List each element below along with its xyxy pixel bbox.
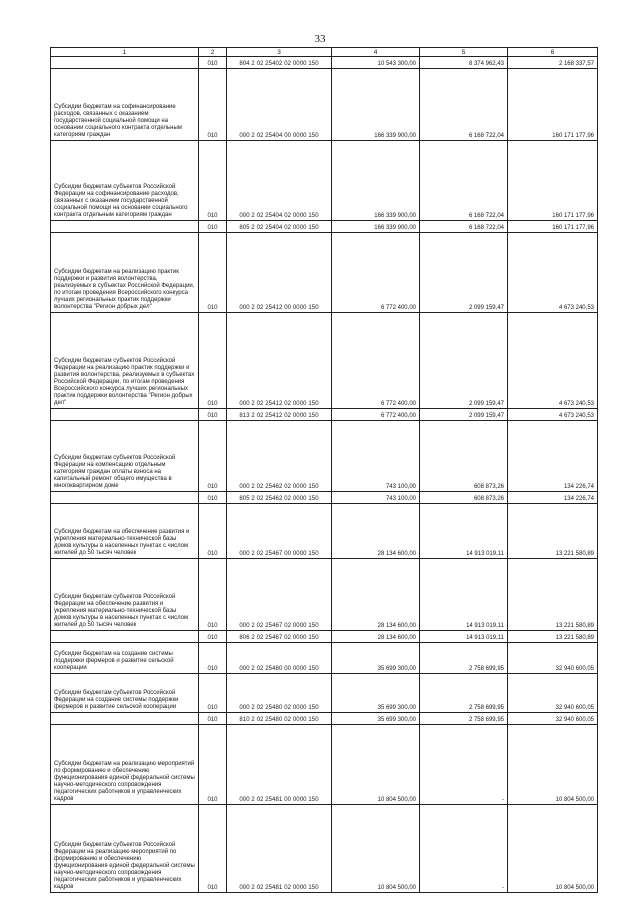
row-line-code: 010 [199, 805, 227, 893]
row-line-code: 010 [199, 69, 227, 141]
row-line-code: 010 [199, 409, 227, 421]
row-line-code: 010 [199, 492, 227, 504]
table-row [51, 674, 598, 713]
row-classification-code: 000 2 02 25462 02 0000 150 [227, 421, 332, 492]
table-row [51, 631, 598, 643]
row-line-code: 010 [199, 674, 227, 713]
row-classification-code: 000 2 02 25480 02 0000 150 [227, 674, 332, 713]
row-classification-code: 813 2 02 25412 02 0000 150 [227, 409, 332, 421]
row-executed-amount: 2 758 699,95 [420, 674, 508, 713]
row-approved-amount: 28 134 600,00 [332, 559, 420, 631]
row-line-code: 010 [199, 141, 227, 221]
row-approved-amount: 10 804 500,00 [332, 725, 420, 805]
row-approved-amount: 35 699 300,00 [332, 674, 420, 713]
row-remaining-amount: 32 940 600,05 [508, 674, 598, 713]
row-description [51, 57, 199, 69]
row-line-code: 010 [199, 631, 227, 643]
table-row [51, 57, 598, 69]
budget-report-table [50, 47, 598, 893]
row-line-code: 010 [199, 725, 227, 805]
row-approved-amount: 743 100,00 [332, 421, 420, 492]
row-approved-amount: 28 134 600,00 [332, 504, 420, 559]
table-row [51, 643, 598, 674]
page-number: 33 [314, 33, 326, 45]
table-row [51, 233, 598, 313]
row-executed-amount: - [420, 725, 508, 805]
row-approved-amount: 166 339 900,00 [332, 141, 420, 221]
row-classification-code: 000 2 02 25404 00 0000 150 [227, 69, 332, 141]
row-description: Субсидии бюджетам на софинансирование расходов, связанных с оказанием государственной социальной помощи на основании социального контракта отдельным категориям граждан [51, 69, 199, 141]
row-remaining-amount: 10 804 500,00 [508, 725, 598, 805]
row-remaining-amount: 134 226,74 [508, 421, 598, 492]
row-description: Субсидии бюджетам субъектов Российской Федерации на реализацию практик поддержки и развития волонтерства, реализуемых в субъектах Российской Федерации, по итогам проведения Всероссийского конкурса лучших региональных практик поддержки волонтерства "Регион добрых дел" [51, 313, 199, 409]
row-remaining-amount: 2 168 337,57 [508, 57, 598, 69]
row-remaining-amount: 4 673 240,53 [508, 409, 598, 421]
row-classification-code: 000 2 02 25467 02 0000 150 [227, 559, 332, 631]
row-approved-amount: 35 699 300,00 [332, 713, 420, 725]
row-remaining-amount: 32 940 600,05 [508, 643, 598, 674]
row-executed-amount: 6 168 722,04 [420, 69, 508, 141]
row-remaining-amount: 13 221 580,89 [508, 504, 598, 559]
row-classification-code: 804 2 02 25402 02 0000 150 [227, 57, 332, 69]
row-description: Субсидии бюджетам субъектов Российской Федерации на обеспечение развития и укрепления материально-технической базы домов культуры в населенных пунктах с числом жителей до 50 тысяч человек [51, 559, 199, 631]
row-description: Субсидии бюджетам субъектов Российской Федерации на реализацию мероприятий по формированию и обеспечению функционирования единой федеральной системы научно-методического сопровождения педагогических работников и управленческих кадров [51, 805, 199, 893]
row-remaining-amount: 13 221 580,89 [508, 631, 598, 643]
row-approved-amount: 10 804 500,00 [332, 805, 420, 893]
row-description: Субсидии бюджетам субъектов Российской Федерации на создание системы поддержки фермеров и развитие сельской кооперации [51, 674, 199, 713]
row-executed-amount: 2 099 159,47 [420, 233, 508, 313]
header-cell: 4 [332, 48, 420, 57]
row-line-code: 010 [199, 313, 227, 409]
row-description: Субсидии бюджетам на обеспечение развития и укрепления материально-технической базы домов культуры в населенных пунктах с числом жителей до 50 тысяч человек [51, 504, 199, 559]
row-approved-amount: 166 339 900,00 [332, 69, 420, 141]
header-row [51, 48, 598, 57]
row-line-code: 010 [199, 421, 227, 492]
row-executed-amount: - [420, 805, 508, 893]
row-approved-amount: 166 339 900,00 [332, 221, 420, 233]
table-row [51, 713, 598, 725]
table-row [51, 492, 598, 504]
table-row [51, 409, 598, 421]
row-remaining-amount: 160 171 177,96 [508, 141, 598, 221]
table-row [51, 221, 598, 233]
row-classification-code: 000 2 02 25480 00 0000 150 [227, 643, 332, 674]
row-line-code: 010 [199, 233, 227, 313]
row-executed-amount: 2 099 159,47 [420, 409, 508, 421]
row-executed-amount: 8 374 962,43 [420, 57, 508, 69]
row-approved-amount: 35 699 300,00 [332, 643, 420, 674]
header-cell: 1 [51, 48, 199, 57]
row-classification-code: 000 2 02 25481 00 0000 150 [227, 725, 332, 805]
row-remaining-amount: 10 804 500,00 [508, 805, 598, 893]
table-row [51, 69, 598, 141]
row-line-code: 010 [199, 221, 227, 233]
row-executed-amount: 2 758 699,95 [420, 713, 508, 725]
row-description: Субсидии бюджетам субъектов Российской Федерации на софинансирование расходов, связанных с оказанием государственной социальной помощи на основании социального контракта отдельным категориям граждан [51, 141, 199, 221]
row-classification-code: 810 2 02 25480 02 0000 150 [227, 713, 332, 725]
row-description: Субсидии бюджетам на реализацию практик поддержки и развития волонтерства, реализуемых в субъектах Российской Федерации, по итогам проведения Всероссийского конкурса лучших региональных практик поддержки волонтерства "Регион добрых дел" [51, 233, 199, 313]
row-description [51, 713, 199, 725]
table-row [51, 805, 598, 893]
row-approved-amount: 6 772 400,00 [332, 409, 420, 421]
row-remaining-amount: 32 940 600,05 [508, 713, 598, 725]
row-remaining-amount: 134 226,74 [508, 492, 598, 504]
row-executed-amount: 6 168 722,04 [420, 141, 508, 221]
row-remaining-amount: 4 673 240,53 [508, 313, 598, 409]
row-classification-code: 806 2 02 25467 02 0000 150 [227, 631, 332, 643]
row-description [51, 631, 199, 643]
table-row [51, 725, 598, 805]
header-cell: 3 [227, 48, 332, 57]
row-description: Субсидии бюджетам субъектов Российской Федерации на компенсацию отдельным категориям граждан оплаты взноса на капитальный ремонт общего имущества в многоквартирном доме [51, 421, 199, 492]
row-description [51, 492, 199, 504]
table-row [51, 504, 598, 559]
row-description: Субсидии бюджетам на создание системы поддержки фермеров и развитие сельской кооперации [51, 643, 199, 674]
row-executed-amount: 608 873,26 [420, 492, 508, 504]
row-line-code: 010 [199, 559, 227, 631]
row-approved-amount: 28 134 600,00 [332, 631, 420, 643]
row-classification-code: 000 2 02 25404 02 0000 150 [227, 141, 332, 221]
row-remaining-amount: 160 171 177,96 [508, 69, 598, 141]
row-line-code: 010 [199, 643, 227, 674]
row-line-code: 010 [199, 504, 227, 559]
row-approved-amount: 743 100,00 [332, 492, 420, 504]
row-classification-code: 000 2 02 25412 00 0000 150 [227, 233, 332, 313]
header-cell: 2 [199, 48, 227, 57]
header-cell: 5 [420, 48, 508, 57]
row-executed-amount: 2 758 699,95 [420, 643, 508, 674]
row-description: Субсидии бюджетам на реализацию мероприятий по формированию и обеспечению функционирования единой федеральной системы научно-методического сопровождения педагогических работников и управленческих кадров [51, 725, 199, 805]
header-cell: 6 [508, 48, 598, 57]
row-remaining-amount: 160 171 177,96 [508, 221, 598, 233]
row-executed-amount: 14 913 019,11 [420, 631, 508, 643]
row-classification-code: 000 2 02 25467 00 0000 150 [227, 504, 332, 559]
row-executed-amount: 14 913 019,11 [420, 559, 508, 631]
row-remaining-amount: 13 221 580,89 [508, 559, 598, 631]
row-description [51, 409, 199, 421]
row-classification-code: 805 2 02 25462 02 0000 150 [227, 492, 332, 504]
table-row [51, 559, 598, 631]
row-approved-amount: 10 543 300,00 [332, 57, 420, 69]
row-classification-code: 000 2 02 25481 02 0000 150 [227, 805, 332, 893]
row-classification-code: 000 2 02 25412 02 0000 150 [227, 313, 332, 409]
row-executed-amount: 14 913 019,11 [420, 504, 508, 559]
row-executed-amount: 608 873,26 [420, 421, 508, 492]
row-executed-amount: 6 168 722,04 [420, 221, 508, 233]
row-line-code: 010 [199, 57, 227, 69]
table-row [51, 313, 598, 409]
row-description [51, 221, 199, 233]
row-executed-amount: 2 099 159,47 [420, 313, 508, 409]
row-line-code: 010 [199, 713, 227, 725]
table-row [51, 141, 598, 221]
row-approved-amount: 6 772 400,00 [332, 233, 420, 313]
row-remaining-amount: 4 673 240,53 [508, 233, 598, 313]
row-approved-amount: 6 772 400,00 [332, 313, 420, 409]
table-row [51, 421, 598, 492]
row-classification-code: 805 2 02 25404 02 0000 150 [227, 221, 332, 233]
